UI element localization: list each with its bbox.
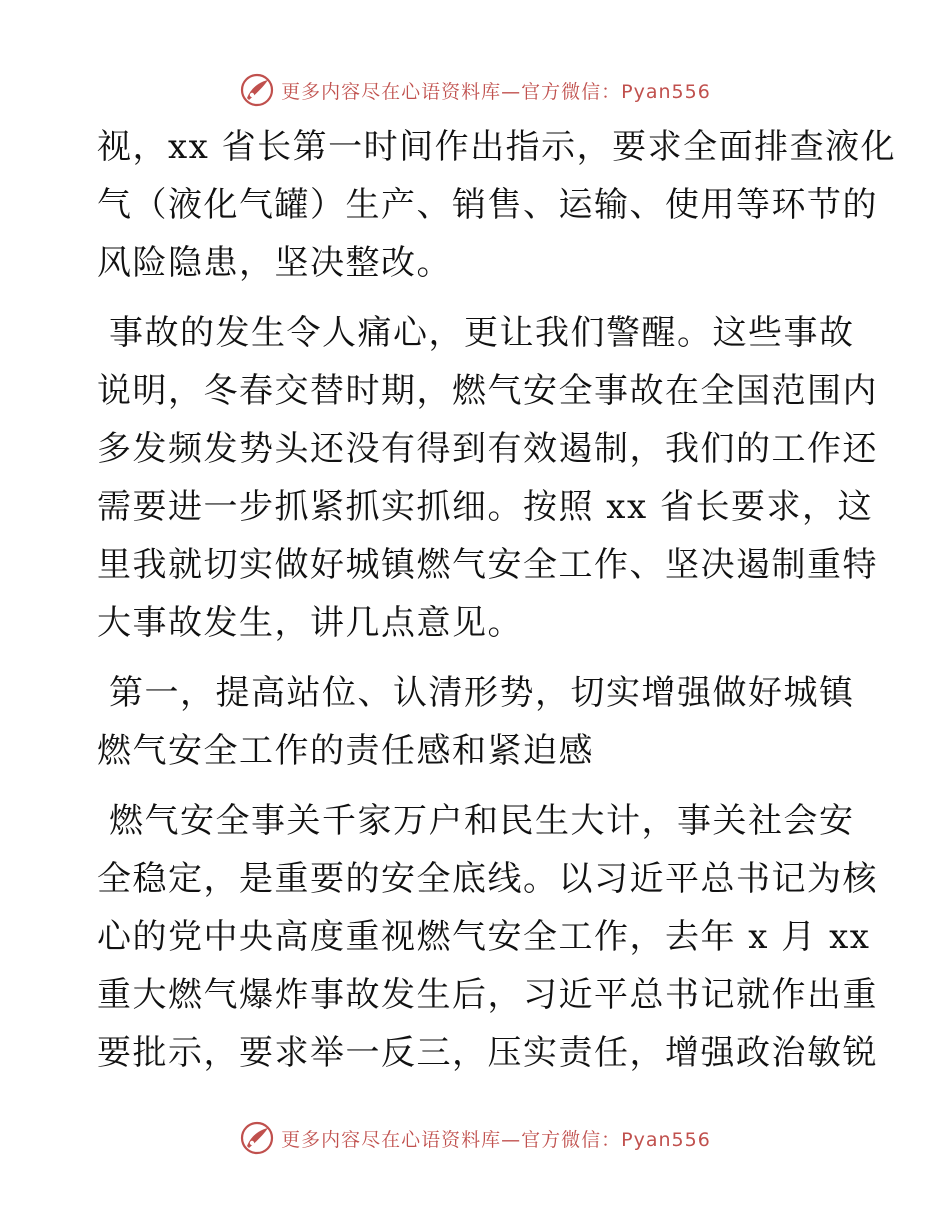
header-banner-text	[281, 77, 711, 104]
header-wechat-id: Pyan556	[621, 80, 711, 103]
text-line: 气（液化气罐）生产、销售、运输、使用等环节的	[97, 185, 878, 225]
text-line: 事故的发生令人痛心，更让我们警醒。这些事故	[109, 313, 855, 353]
text-line: 里我就切实做好城镇燃气安全工作、坚决遏制重特	[97, 545, 878, 585]
text-line: 多发频发势头还没有得到有效遏制，我们的工作还	[97, 429, 878, 469]
paragraph-4	[97, 792, 878, 1082]
text-line: 需要进一步抓紧抓实抓细。按照 xx 省长要求，这	[97, 487, 873, 527]
text-line: 燃气安全工作的责任感和紧迫感	[97, 731, 594, 771]
text-line: 说明，冬春交替时期，燃气安全事故在全国范围内	[97, 371, 878, 411]
footer-banner-label: 更多内容尽在心语资料库—官方微信：	[281, 1128, 622, 1151]
text-line: 心的党中央高度重视燃气安全工作，去年 x 月 xx	[97, 917, 871, 957]
text-line: 大事故发生，讲几点意见。	[97, 603, 523, 643]
text-line: 第一，提高站位、认清形势，切实增强做好城镇	[109, 673, 855, 713]
paragraph-2	[97, 304, 878, 652]
footer-wechat-id: Pyan556	[621, 1128, 711, 1151]
section-heading-1	[97, 664, 857, 780]
brand-logo-icon	[239, 1120, 275, 1156]
document-body	[97, 118, 897, 1094]
text-line: 风险隐患，坚决整改。	[97, 243, 452, 283]
text-line: 燃气安全事关千家万户和民生大计，事关社会安	[109, 801, 855, 841]
text-line: 要批示，要求举一反三，压实责任，增强政治敏锐	[97, 1033, 878, 1073]
text-line: 重大燃气爆炸事故发生后，习近平总书记就作出重	[97, 975, 878, 1015]
footer-banner-text	[281, 1125, 711, 1152]
footer-banner	[0, 1118, 950, 1158]
brand-logo-icon	[239, 72, 275, 108]
header-banner-label: 更多内容尽在心语资料库—官方微信：	[281, 80, 622, 103]
header-banner	[0, 70, 950, 110]
text-line: 视，xx 省长第一时间作出指示，要求全面排查液化	[97, 127, 897, 167]
paragraph-1	[97, 118, 897, 292]
text-line: 全稳定，是重要的安全底线。以习近平总书记为核	[97, 859, 878, 899]
